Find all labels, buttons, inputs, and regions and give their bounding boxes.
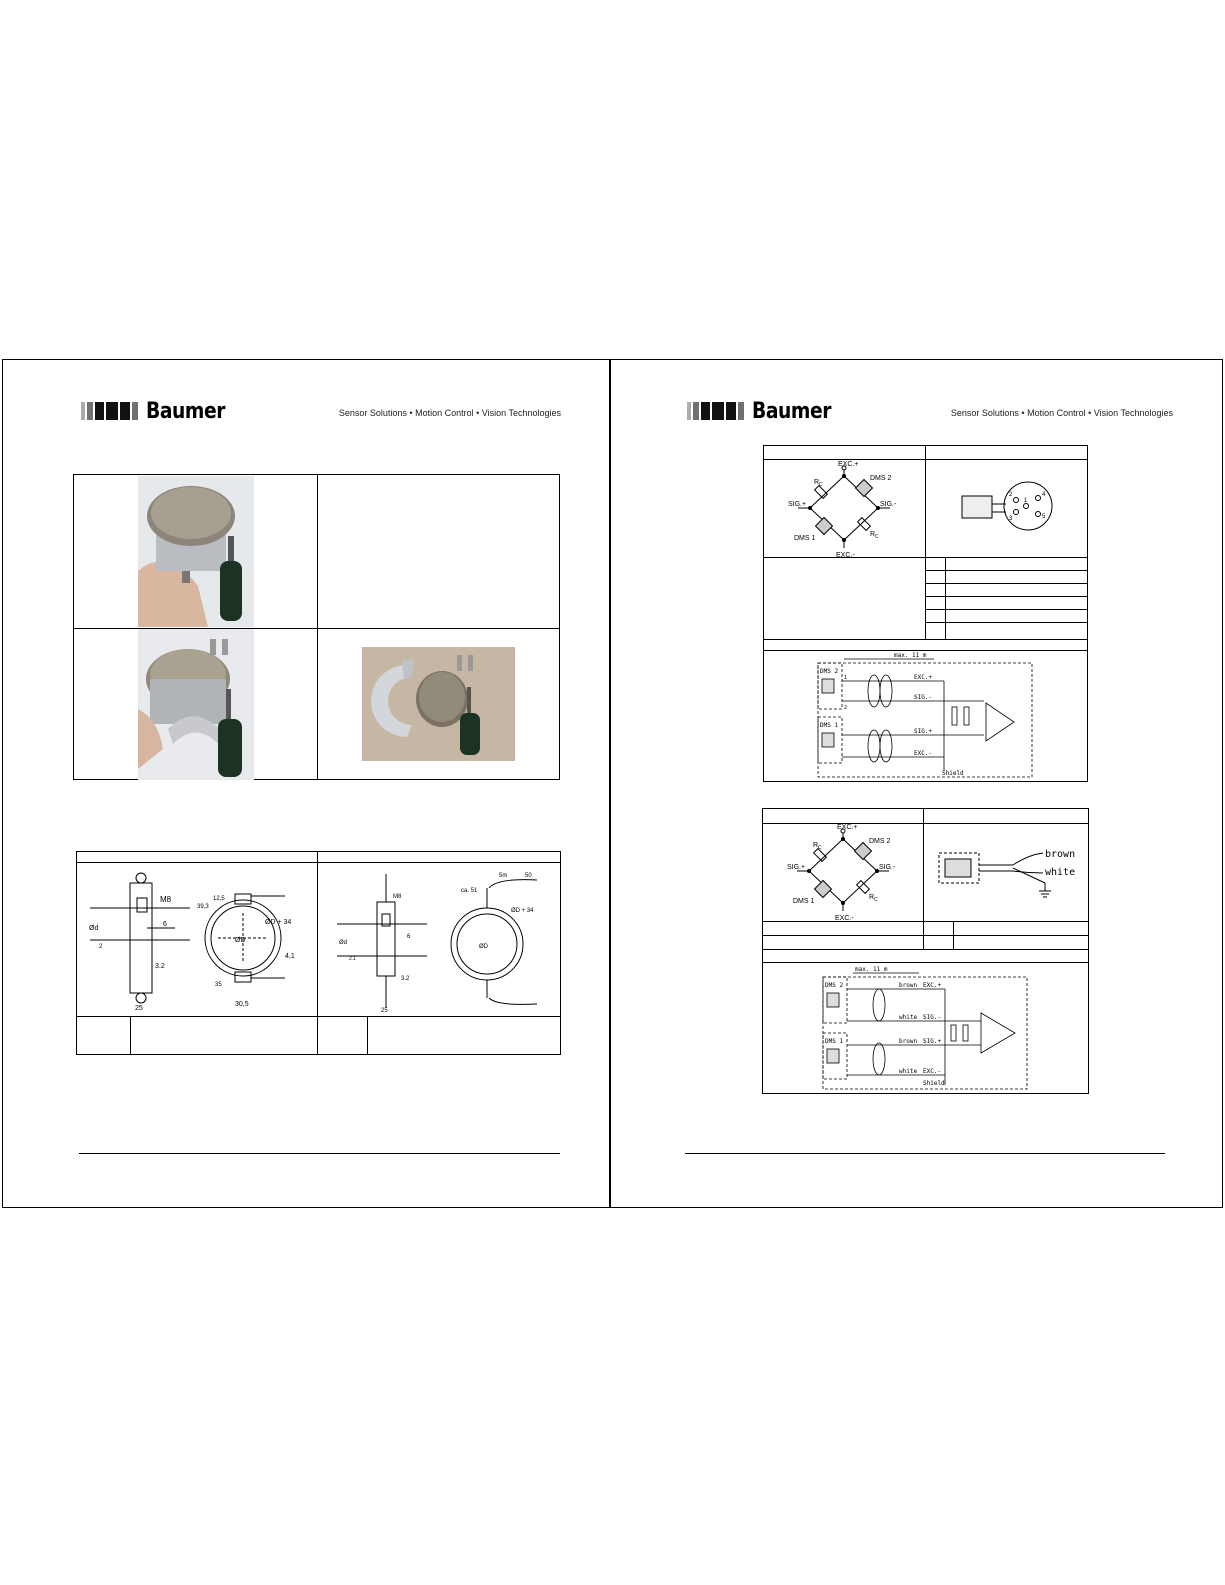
- label-sig-minus: SIG.-: [880, 501, 897, 508]
- pin-4: 4: [1042, 492, 1046, 498]
- brand-name: Baumer: [146, 398, 226, 424]
- label-dms1-w: DMS 1: [820, 722, 839, 729]
- wiring-table-cable: [762, 808, 1089, 1094]
- pin-1: 1: [1024, 498, 1028, 504]
- label-rc-3: R: [813, 842, 819, 849]
- label-dms2-w2: DMS 2: [825, 982, 844, 989]
- label-od-plus-34-b: ØD + 34: [511, 908, 534, 914]
- logo-bars-icon: [687, 402, 744, 420]
- label-4-1: 4,1: [285, 953, 295, 960]
- dimension-drawing-connector-version: [85, 868, 311, 1013]
- label-big-d: ØD: [235, 937, 246, 944]
- cable-diagram: [933, 835, 1083, 905]
- footer-rule-right: [685, 1153, 1165, 1154]
- label-sig-plus-w2: SIG.+: [923, 1038, 942, 1045]
- label-rc-sub-4: C: [874, 897, 878, 903]
- label-brown: brown: [1045, 849, 1076, 860]
- photo-sensor-clamp-open: [138, 629, 254, 780]
- label-ca-51: ca. 51: [461, 888, 478, 894]
- label-39-3: 39,3: [197, 904, 209, 910]
- label-2-1: 2.1: [349, 956, 356, 962]
- label-rc-sub-2: C: [875, 534, 879, 540]
- photo-table: [73, 474, 560, 780]
- footer-rule: [79, 1153, 560, 1154]
- label-30-5: 30,5: [235, 1001, 249, 1008]
- label-5m: 5m: [499, 873, 508, 879]
- label-dms1-2: DMS 1: [793, 898, 815, 905]
- label-rc-2: R: [870, 531, 876, 538]
- label-shield: Shield: [942, 770, 964, 777]
- label-max-length: max. 11 m: [894, 652, 927, 659]
- brand-logo: [81, 398, 239, 424]
- label-6-b: 6: [407, 934, 411, 940]
- brand-tagline-right: Sensor Solutions • Motion Control • Vision Technologies: [950, 408, 1173, 418]
- label-sig-plus-2: SIG.+: [787, 864, 806, 871]
- photo-sensor-in-hand: [138, 476, 254, 627]
- label-white-w2: white: [899, 1068, 918, 1075]
- label-dms1: DMS 1: [794, 535, 816, 542]
- pin-3: 3: [1009, 516, 1013, 522]
- document-spread: [2, 359, 1223, 1208]
- label-25: 25: [135, 1005, 143, 1012]
- label-rc-sub-3: C: [818, 845, 822, 851]
- label-small-d: Ød: [89, 925, 99, 932]
- label-m8-b: M8: [393, 894, 402, 900]
- label-sig-plus: SIG.+: [788, 501, 807, 508]
- label-small-d-b: Ød: [339, 940, 348, 946]
- label-white-w1: white: [899, 1014, 918, 1021]
- label-35: 35: [215, 982, 222, 988]
- label-rc-sub: C: [819, 482, 823, 488]
- label-rc: R: [814, 479, 820, 486]
- label-2: 2: [99, 944, 103, 950]
- label-rc-4: R: [869, 894, 875, 901]
- brand-logo-right: [687, 398, 845, 424]
- dimension-drawing-cable-version: [327, 868, 553, 1013]
- bridge-circuit-diagram-2: [787, 823, 907, 921]
- label-dms2: DMS 2: [870, 475, 892, 482]
- label-3-2-b: 3.2: [401, 976, 410, 982]
- logo-bars-icon: [81, 402, 138, 420]
- bridge-circuit-diagram: [788, 460, 908, 558]
- label-12-5: 12,5: [213, 896, 225, 902]
- label-exc-plus-w: EXC.+: [914, 674, 933, 681]
- label-exc-minus: EXC.-: [836, 552, 855, 558]
- label-brown-w2: brown: [899, 1038, 918, 1045]
- label-25-b: 25: [381, 1008, 388, 1013]
- label-dms1-w2: DMS 1: [825, 1038, 844, 1045]
- left-page: [3, 360, 609, 1207]
- label-white: white: [1045, 867, 1076, 878]
- connector-pinout-diagram: [954, 466, 1074, 546]
- label-exc-minus-w: EXC.-: [914, 750, 933, 757]
- photo-parts-laid-out: [362, 647, 515, 761]
- label-exc-minus-w2: EXC.-: [923, 1068, 942, 1075]
- label-shield-2: Shield: [923, 1080, 945, 1087]
- dimension-drawing-table: [76, 851, 561, 1055]
- wiring-diagram-cable: [819, 963, 1039, 1093]
- label-node-2: 2: [844, 705, 848, 711]
- label-max-length-2: max. 11 m: [855, 966, 888, 973]
- label-sig-minus-2: SIG.-: [879, 864, 896, 871]
- label-dms2-2: DMS 2: [869, 838, 891, 845]
- wiring-table-connector: [763, 445, 1088, 782]
- brand-tagline: Sensor Solutions • Motion Control • Vision Technologies: [338, 408, 561, 418]
- label-exc-minus-2: EXC.-: [835, 915, 854, 921]
- label-50: 50: [525, 873, 532, 879]
- label-3-2: 3.2: [155, 963, 165, 970]
- label-exc-plus-w2: EXC.+: [923, 982, 942, 989]
- right-page: [611, 360, 1223, 1207]
- label-sig-minus-w2: SIG.-: [923, 1014, 942, 1021]
- pin-5: 5: [1042, 514, 1046, 520]
- label-exc-plus-2: EXC.+: [837, 824, 858, 831]
- pin-2: 2: [1009, 492, 1013, 498]
- label-od-plus-34: ØD + 34: [265, 919, 292, 926]
- wiring-diagram-connector: [814, 651, 1044, 781]
- brand-name-right: Baumer: [752, 398, 832, 424]
- label-sig-plus-w: SIG.+: [914, 728, 933, 735]
- label-exc-plus: EXC.+: [838, 461, 859, 468]
- label-m8: M8: [160, 895, 172, 904]
- label-sig-minus-w: SIG.-: [914, 694, 933, 701]
- label-big-d-b: ØD: [479, 944, 488, 950]
- label-6: 6: [163, 921, 167, 928]
- label-node-1: 1: [844, 675, 848, 681]
- label-dms2-w: DMS 2: [820, 668, 839, 675]
- label-brown-w1: brown: [899, 982, 918, 989]
